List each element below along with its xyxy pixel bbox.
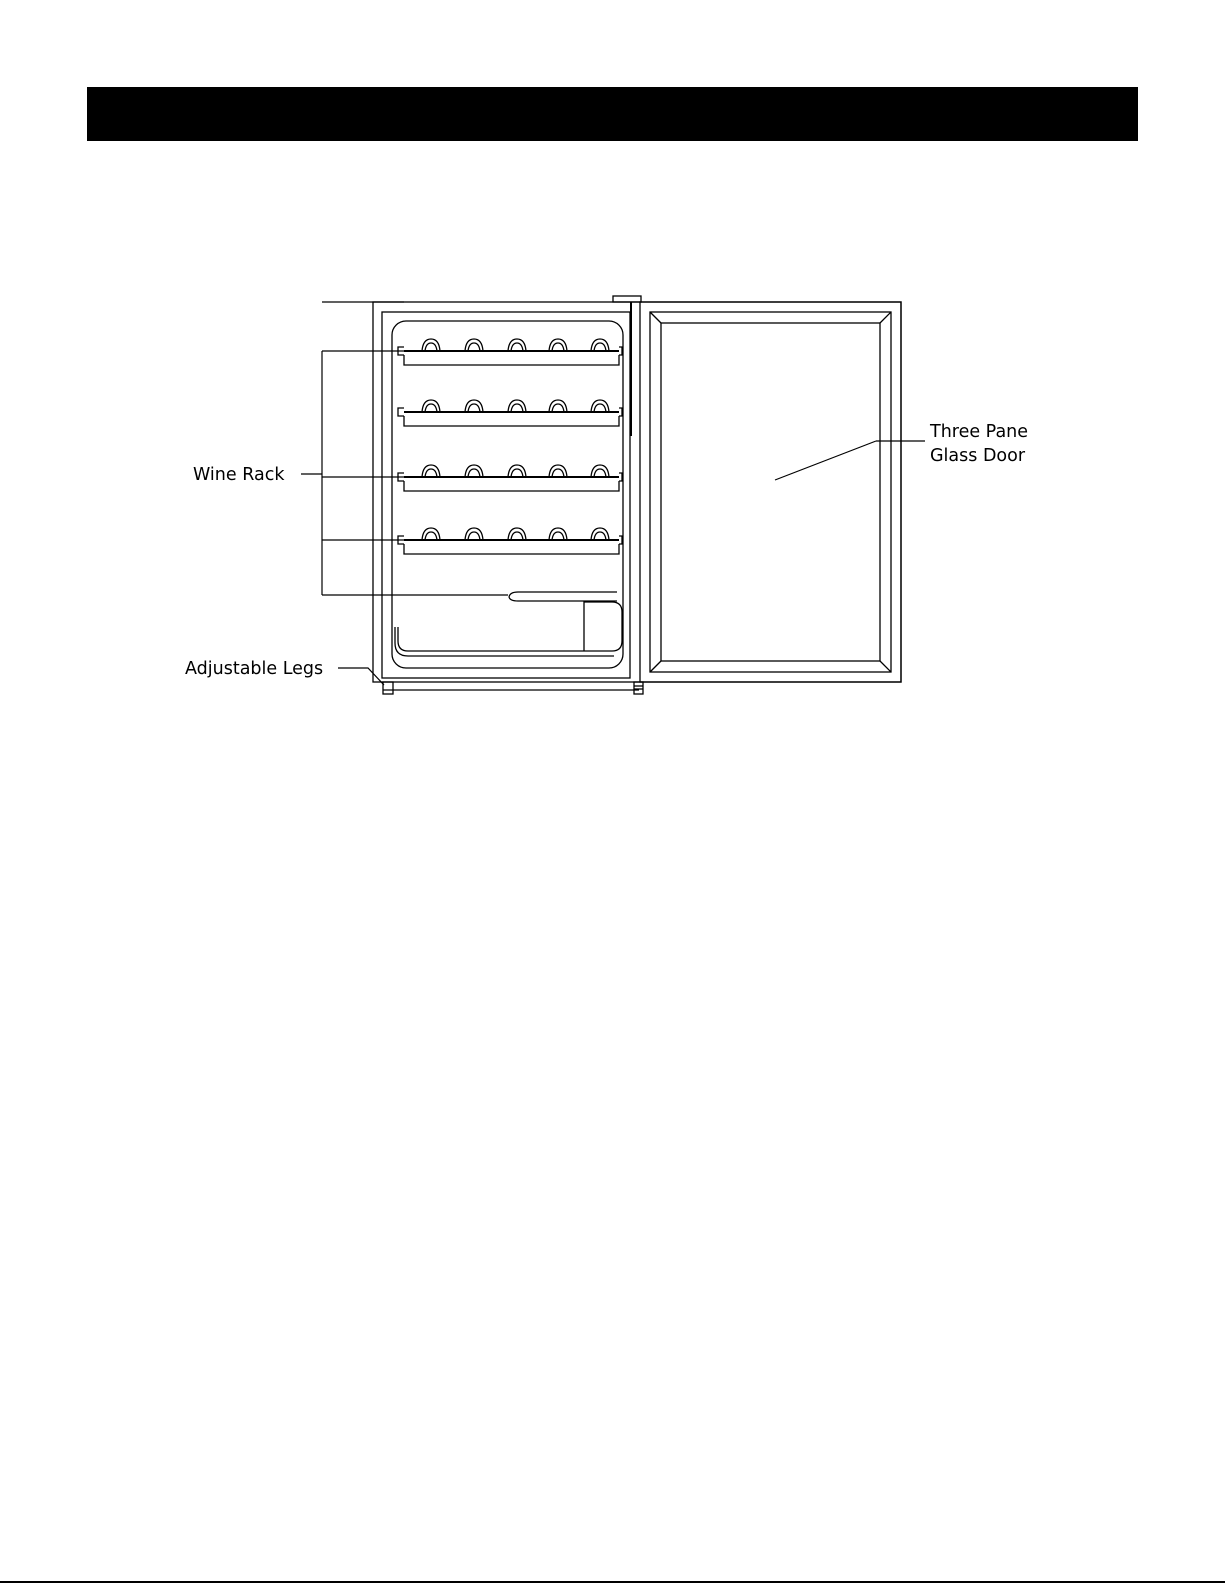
compressor-step	[395, 592, 622, 656]
wine-rack-shelf	[398, 465, 622, 491]
glass-door-label-line1: Three Pane	[930, 422, 1029, 442]
right-leg	[634, 682, 643, 694]
wine-rack-shelf	[398, 400, 622, 426]
adjustable-legs-label: Adjustable Legs	[185, 659, 324, 679]
interior-liner	[392, 321, 623, 668]
cabinet-base	[383, 682, 643, 694]
glass-door-label-line2: Glass Door	[930, 446, 1026, 466]
page-bottom-rule	[0, 1581, 1225, 1583]
wine-rack-shelf	[398, 339, 622, 365]
wine-rack-label: Wine Rack	[193, 465, 285, 485]
top-hinge	[613, 296, 641, 302]
left-leg	[383, 682, 393, 694]
wine-racks	[398, 339, 622, 554]
glass-door	[640, 302, 901, 682]
cabinet-body	[373, 296, 901, 682]
wine-rack-shelf	[398, 528, 622, 554]
